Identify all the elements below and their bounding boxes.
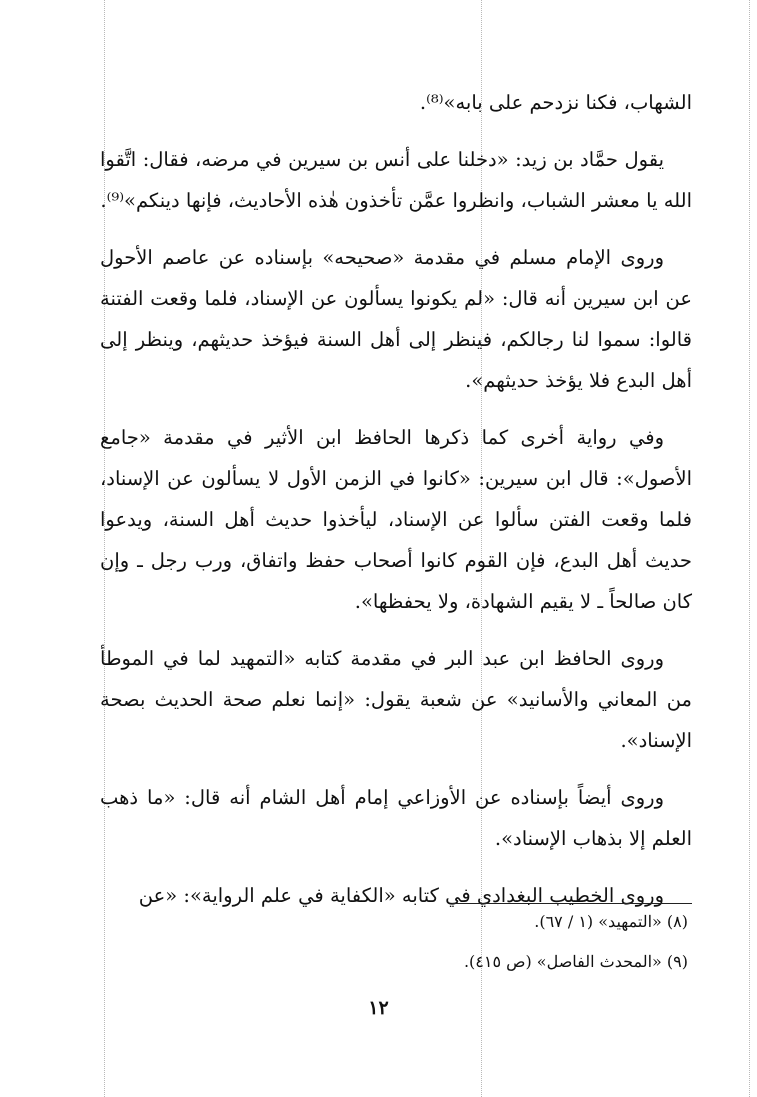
- footnote-divider: [452, 903, 692, 904]
- paragraph-2: يقول حمَّاد بن زيد: «دخلنا على أنس بن سيرين في مرضه، فقال: اتَّقوا الله يا معشر الشباب، وانظروا عمَّن تأخذون هٰذه الأحاديث، فإنها دينكم»⁽⁹⁾.: [100, 148, 692, 212]
- page-number: ١٢: [368, 997, 389, 1019]
- paragraph-6: وروى أيضاً بإسناده عن الأوزاعي إمام أهل الشام أنه قال: «ما ذهب العلم إلا بذهاب الإسناد».: [100, 786, 692, 850]
- footnotes: [100, 912, 692, 992]
- scan-line-right: [749, 0, 750, 1097]
- page-body: [100, 82, 692, 932]
- footnote-8: (٨) «التمهيد» (١ / ٦٧).: [534, 912, 688, 931]
- paragraph-1: الشهاب، فكنا نزدحم على بابه»⁽⁸⁾.: [419, 91, 692, 114]
- paragraph-5: وروى الحافظ ابن عبد البر في مقدمة كتابه «التمهيد لما في الموطأ من المعاني والأسانيد» عن شعبة يقول: «إنما نعلم صحة الحديث بصحة الإسناد».: [100, 647, 692, 752]
- paragraph-3: وروى الإمام مسلم في مقدمة «صحيحه» بإسناده عن عاصم الأحول عن ابن سيرين أنه قال: «لم يكونوا يسألون عن الإسناد، فلما وقعت الفتنة قالوا: سموا لنا رجالكم، فينظر إلى أهل السنة فيؤخذ حديثهم، وينظر إلى أهل البدع فلا يؤخذ حديثهم».: [100, 246, 692, 392]
- footnote-9: (٩) «المحدث الفاصل» (ص ٤١٥).: [463, 952, 688, 971]
- paragraph-4: وفي رواية أخرى كما ذكرها الحافظ ابن الأثير في مقدمة «جامع الأصول»: قال ابن سيرين: «كانوا في الزمن الأول لا يسألون عن الإسناد، فلما وقعت الفتن سألوا عن الإسناد، ليأخذوا حديث أهل السنة، ويدعوا حديث أهل البدع، فإن القوم كانوا أصحاب حفظ واتفاق، ورب رجل ـ وإن كان صالحاً ـ لا يقيم الشهادة، ولا يحفظها».: [100, 426, 692, 613]
- paragraph-7: وروى الخطيب البغدادي في كتابه «الكفاية في علم الرواية»: «عن: [138, 884, 664, 907]
